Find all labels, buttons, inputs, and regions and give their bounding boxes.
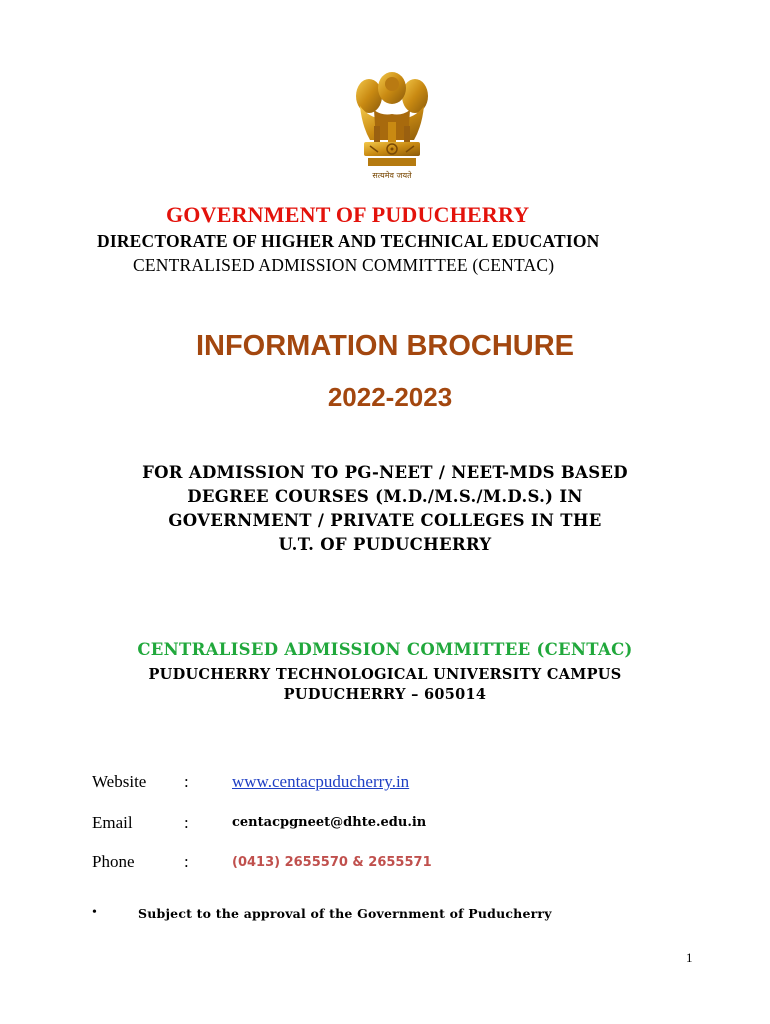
- admission-line: DEGREE COURSES (M.D./M.S./M.D.S.) IN: [187, 487, 583, 506]
- committee-subtitle: CENTRALISED ADMISSION COMMITTEE (CENTAC): [133, 255, 555, 275]
- government-title: GOVERNMENT OF PUDUCHERRY: [166, 202, 530, 227]
- committee-heading: CENTRALISED ADMISSION COMMITTEE (CENTAC): [137, 640, 633, 659]
- phone-separator: :: [184, 852, 189, 871]
- campus-line: PUDUCHERRY TECHNOLOGICAL UNIVERSITY CAMPUS: [148, 666, 622, 683]
- website-separator: :: [184, 772, 189, 791]
- website-link[interactable]: www.centacpuducherry.in: [232, 772, 410, 791]
- phone-value: (0413) 2655570 & 2655571: [232, 855, 432, 870]
- approval-note: Subject to the approval of the Government of Puducherry: [138, 906, 552, 921]
- admission-line: FOR ADMISSION TO PG-NEET / NEET-MDS BASED: [142, 463, 628, 482]
- phone-label: Phone: [92, 852, 135, 871]
- page-number: 1: [686, 950, 693, 965]
- city-line: PUDUCHERRY – 605014: [283, 686, 487, 703]
- email-label: Email: [92, 813, 133, 832]
- admission-line: GOVERNMENT / PRIVATE COLLEGES IN THE: [168, 511, 602, 530]
- brochure-title: INFORMATION BROCHURE: [195, 330, 575, 362]
- academic-year: 2022-2023: [327, 382, 453, 412]
- admission-description: [0, 461, 770, 557]
- email-value: centacpgneet@dhte.edu.in: [232, 815, 427, 830]
- website-label: Website: [92, 772, 147, 791]
- campus-address: [0, 665, 770, 705]
- email-separator: :: [184, 813, 189, 832]
- admission-line: U.T. OF PUDUCHERRY: [278, 535, 492, 554]
- bullet-icon: •: [92, 905, 97, 920]
- svg-text:सत्यमेव जयते: सत्यमेव जयते: [372, 171, 412, 180]
- directorate-title: DIRECTORATE OF HIGHER AND TECHNICAL EDUCATION: [97, 231, 600, 251]
- state-emblem-icon: [352, 66, 432, 182]
